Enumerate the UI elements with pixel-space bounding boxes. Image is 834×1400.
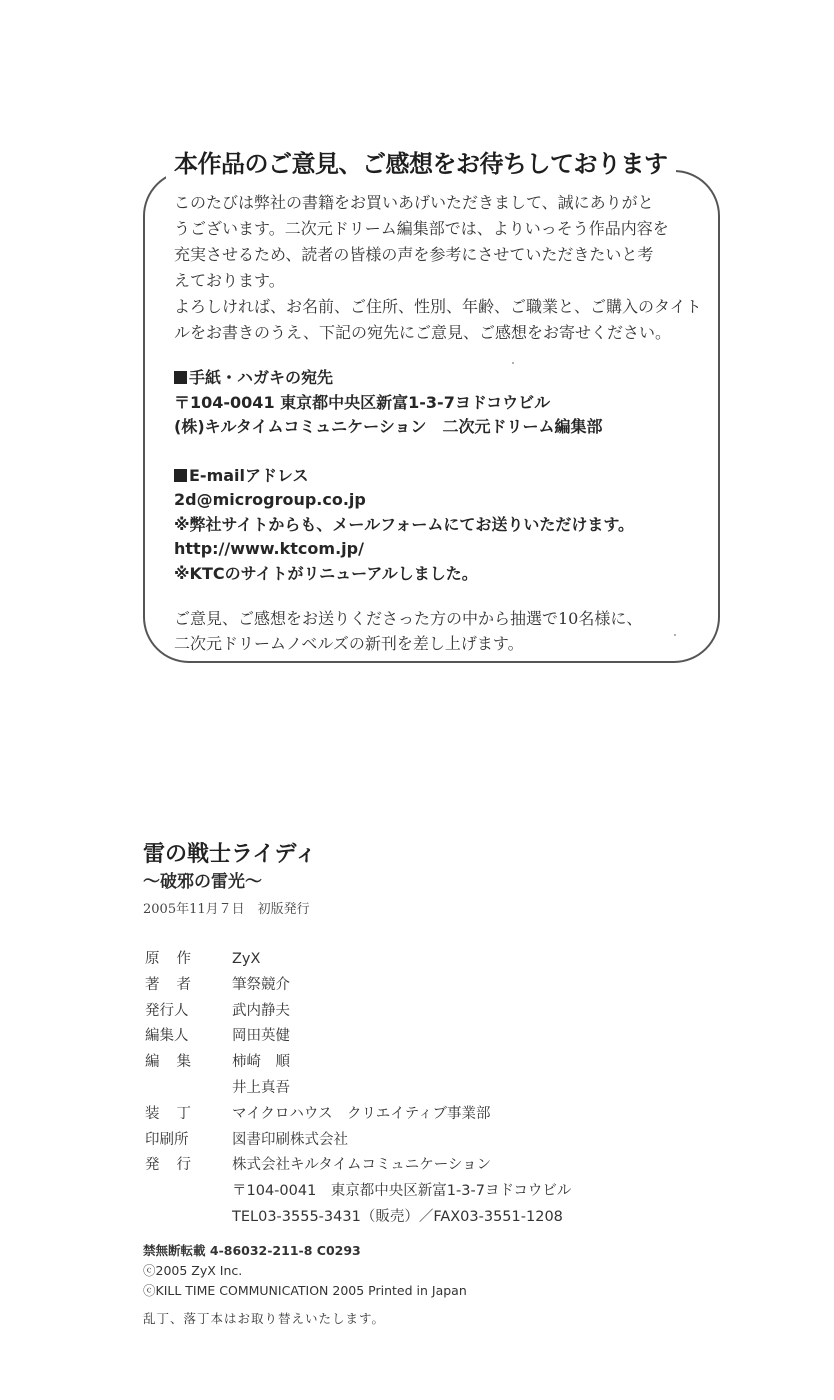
credit-row <box>145 1179 571 1205</box>
feedback-box-title: 本作品のご意見、ご感想をお待ちしております <box>166 146 676 182</box>
credit-value: マイクロハウス クリエイティブ事業部 <box>232 1105 491 1122</box>
credit-value: 〒104-0041 東京都中央区新富1-3-7ヨドコウビル <box>232 1183 572 1200</box>
prize-notice: ご意見、ご感想をお送りくださった方の中から抽選で10名様に、 二次元ドリームノベルズの新刊を差し上げます。 <box>174 609 643 653</box>
credit-value: 武内静夫 <box>232 1002 290 1019</box>
credit-value: 井上真吾 <box>232 1079 290 1096</box>
intro-line: えております。 <box>174 271 285 290</box>
scan-speck <box>674 634 676 636</box>
replacement-notice: 乱丁、落丁本はお取り替えいたします。 <box>143 1311 386 1326</box>
credit-row <box>145 1153 571 1179</box>
legal-block <box>143 1241 467 1301</box>
credit-row <box>145 1076 571 1102</box>
mail-heading: 手紙・ハガキの宛先 <box>174 366 704 391</box>
credit-value: 図書印刷株式会社 <box>232 1131 348 1148</box>
credit-row <box>145 973 571 999</box>
intro-line: うございます。二次元ドリーム編集部では、よりいっそう作品内容を <box>174 219 669 238</box>
copyright-publisher: ⓒKILL TIME COMMUNICATION 2005 Printed in Japan <box>143 1283 467 1298</box>
intro-line: よろしければ、お名前、ご住所、性別、年齢、ご職業と、ご購入のタイト <box>174 297 702 316</box>
credit-role <box>145 1205 232 1231</box>
scan-speck <box>512 362 514 364</box>
credit-value: TEL03-3555-3431（販売）／FAX03-3551-1208 <box>232 1208 563 1225</box>
credit-role: 著者 <box>145 976 208 993</box>
credits-list <box>145 947 571 1231</box>
copyright-author: ⓒ2005 ZyX Inc. <box>143 1263 243 1278</box>
web-form-note: ※弊社サイトからも、メールフォームにてお送りいただけます。 <box>174 514 635 534</box>
credit-role: 印刷所 <box>145 1131 189 1148</box>
website-url[interactable]: http://www.ktcom.jp/ <box>174 539 364 558</box>
credit-role: 装丁 <box>145 1105 208 1122</box>
credit-value: 筆祭競介 <box>232 976 290 993</box>
credit-row <box>145 1102 571 1128</box>
credit-value: 株式会社キルタイムコミュニケーション <box>232 1157 492 1174</box>
credit-row <box>145 999 571 1025</box>
email-section <box>174 464 704 587</box>
credit-row <box>145 947 571 973</box>
isbn-number: 4-86032-211-8 C0293 <box>209 1243 361 1258</box>
reprint-prohibited-label: 禁無断転載 <box>143 1243 206 1258</box>
mail-address: 〒104-0041 東京都中央区新富1-3-7ヨドコウビル <box>174 392 551 412</box>
credit-role: 発行 <box>145 1157 208 1174</box>
publication-date: 2005年11月７日 初版発行 <box>143 902 310 917</box>
credit-row <box>145 1128 571 1154</box>
book-title: 雷の戦士ライディ <box>143 842 317 867</box>
intro-line: ルをお書きのうえ、下記の宛先にご意見、ご感想をお寄せください。 <box>174 323 671 342</box>
square-bullet-icon <box>174 371 187 384</box>
renewal-note: ※KTCのサイトがリニューアルしました。 <box>174 563 478 583</box>
credit-role: 編集 <box>145 1054 208 1071</box>
credit-role: 編集人 <box>145 1028 189 1045</box>
credit-row <box>145 1205 571 1231</box>
email-heading: E-mailアドレス <box>174 464 704 489</box>
credit-role: 発行人 <box>145 1002 189 1019</box>
book-subtitle: ～破邪の雷光～ <box>143 872 262 892</box>
credit-value: 岡田英健 <box>232 1028 290 1045</box>
mail-recipient: (株)キルタイムコミュニケーション 二次元ドリーム編集部 <box>174 417 603 436</box>
intro-line: 充実させるため、読者の皆様の声を参考にさせていただきたいと考 <box>174 245 654 264</box>
credit-role: 原作 <box>145 951 208 967</box>
feedback-box-body <box>174 190 704 656</box>
credit-row <box>145 1050 571 1076</box>
credit-value: ZyX <box>232 951 261 967</box>
mail-section <box>174 366 704 440</box>
email-address[interactable]: 2d@microgroup.co.jp <box>174 490 366 509</box>
credit-role <box>145 1076 232 1102</box>
square-bullet-icon <box>174 469 187 482</box>
credit-value: 柿崎 順 <box>232 1054 290 1071</box>
isbn-line <box>143 1241 467 1261</box>
credit-row <box>145 1024 571 1050</box>
credit-role <box>145 1179 232 1205</box>
intro-line: このたびは弊社の書籍をお買いあげいただきまして、誠にありがと <box>174 193 654 212</box>
